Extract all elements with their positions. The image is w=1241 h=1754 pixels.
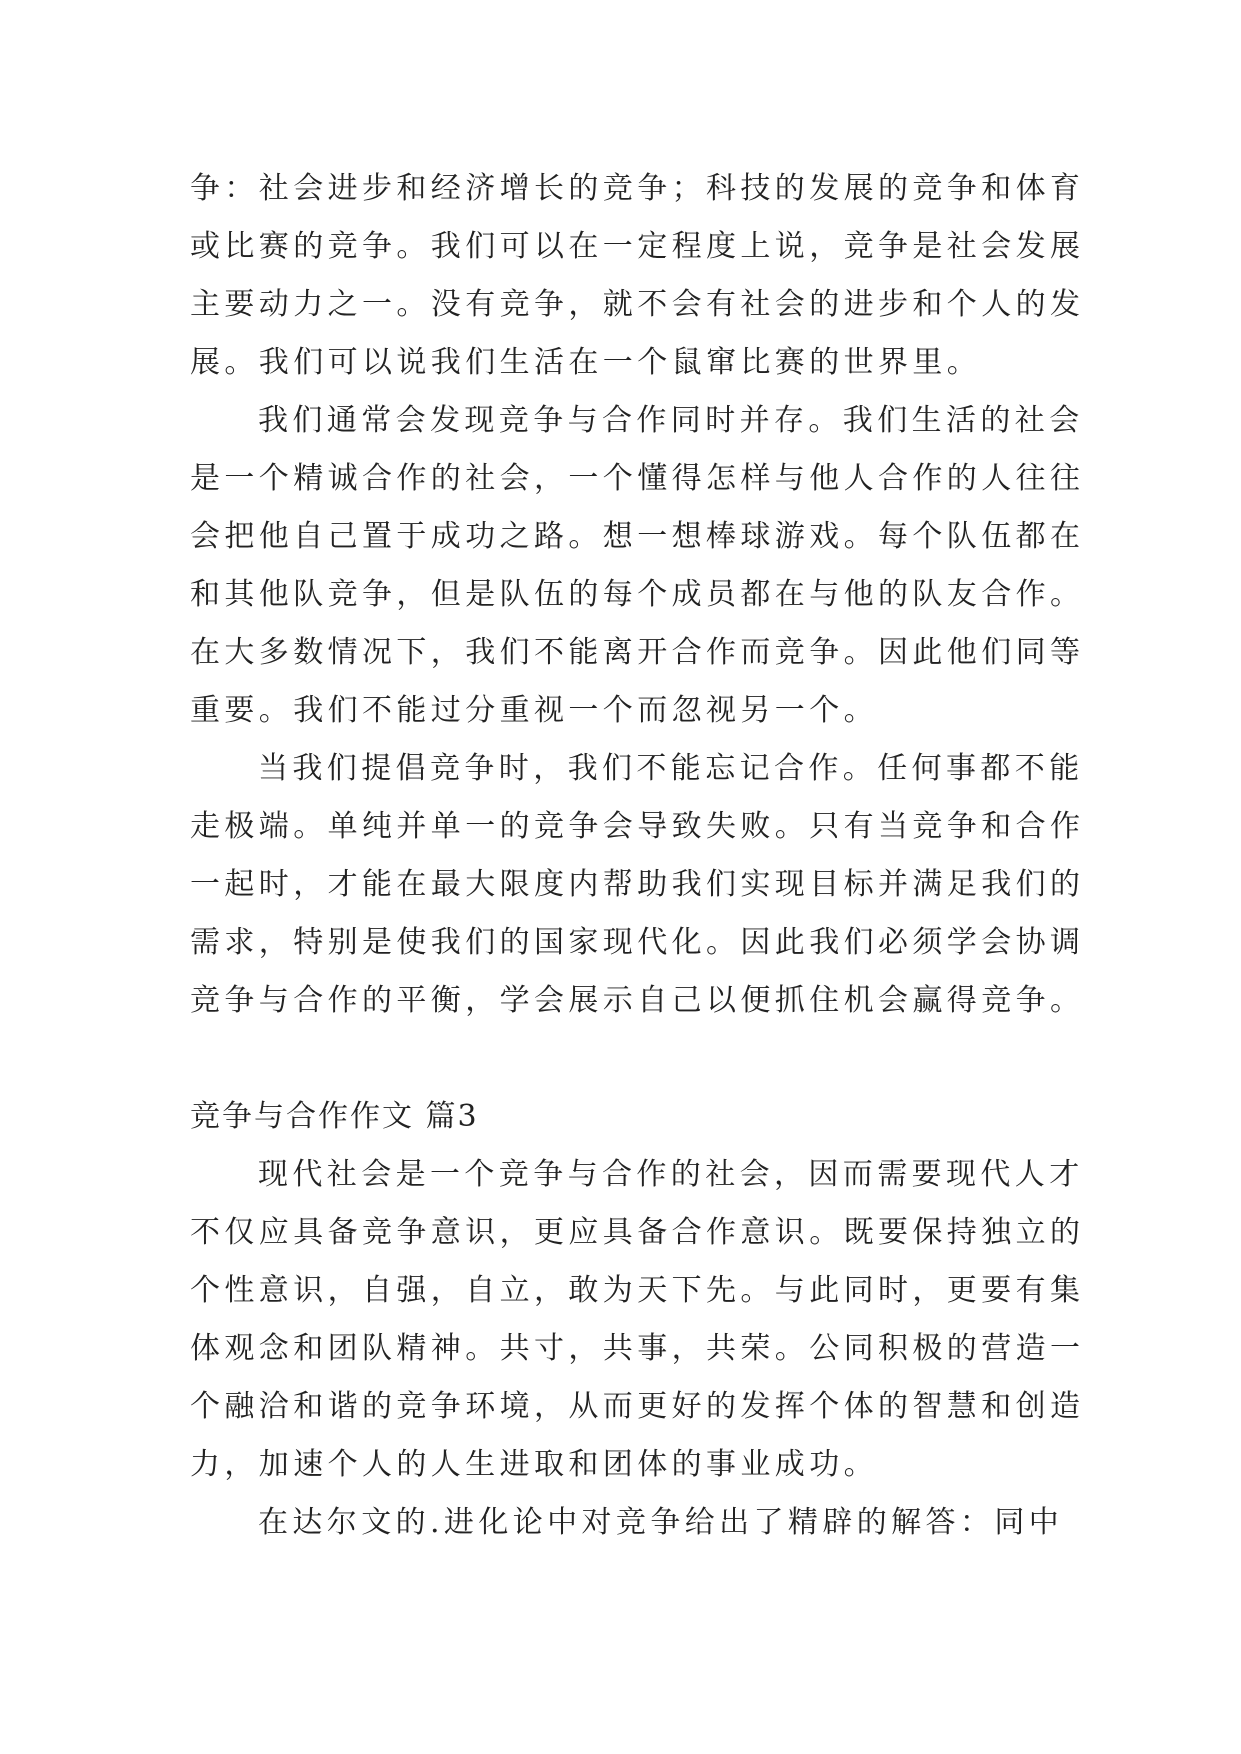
text-line: 展。我们可以说我们生活在一个鼠窜比赛的世界里。 bbox=[190, 345, 982, 380]
text-line: 和其他队竞争，但是队伍的每个成员都在与他的队友合作。 bbox=[190, 577, 1085, 612]
text-line: 在达尔文的.进化论中对竞争给出了精辟的解答：同中 bbox=[258, 1505, 1064, 1540]
text-line: 争：社会进步和经济增长的竞争；科技的发展的竞争和体育 bbox=[190, 171, 1085, 206]
text-line: 力，加速个人的人生进取和团体的事业成功。 bbox=[190, 1447, 878, 1482]
text-line: 或比赛的竞争。我们可以在一定程度上说，竞争是社会发展 bbox=[190, 229, 1085, 264]
text-line: 在大多数情况下，我们不能离开合作而竞争。因此他们同等 bbox=[190, 635, 1085, 670]
paragraph-modern-society bbox=[190, 1146, 1085, 1494]
section-heading: 竞争与合作作文 篇3 bbox=[190, 1099, 479, 1134]
text-line: 个性意识，自强，自立，敢为天下先。与此同时，更要有集 bbox=[190, 1273, 1085, 1308]
text-line: 走极端。单纯并单一的竞争会导致失败。只有当竞争和合作 bbox=[190, 809, 1085, 844]
text-line: 个融洽和谐的竞争环境，从而更好的发挥个体的智慧和创造 bbox=[190, 1389, 1085, 1424]
essay-section-3 bbox=[190, 1088, 1085, 1552]
paragraph-competition-intro bbox=[190, 160, 1085, 392]
document-page bbox=[190, 160, 1085, 1552]
paragraph-darwin bbox=[190, 1494, 1070, 1552]
text-line: 主要动力之一。没有竞争，就不会有社会的进步和个人的发 bbox=[190, 287, 1085, 322]
text-line: 需求，特别是使我们的国家现代化。因此我们必须学会协调 bbox=[190, 925, 1085, 960]
text-line: 体观念和团队精神。共寸，共事，共荣。公同积极的营造一 bbox=[190, 1331, 1085, 1366]
text-line: 我们通常会发现竞争与合作同时并存。我们生活的社会 bbox=[258, 403, 1084, 438]
paragraph-balance bbox=[190, 740, 1085, 1030]
text-line: 不仅应具备竞争意识，更应具备合作意识。既要保持独立的 bbox=[190, 1215, 1085, 1250]
text-line: 当我们提倡竞争时，我们不能忘记合作。任何事都不能 bbox=[258, 751, 1084, 786]
text-line: 现代社会是一个竞争与合作的社会，因而需要现代人才 bbox=[258, 1157, 1084, 1192]
paragraph-coexist bbox=[190, 392, 1085, 740]
essay-section-previous bbox=[190, 160, 1085, 1030]
text-line: 是一个精诚合作的社会，一个懂得怎样与他人合作的人往往 bbox=[190, 461, 1085, 496]
text-line: 会把他自己置于成功之路。想一想棒球游戏。每个队伍都在 bbox=[190, 519, 1085, 554]
text-line: 一起时，才能在最大限度内帮助我们实现目标并满足我们的 bbox=[190, 867, 1085, 902]
text-line: 竞争与合作的平衡，学会展示自己以便抓住机会赢得竞争。 bbox=[190, 983, 1085, 1018]
text-line: 重要。我们不能过分重视一个而忽视另一个。 bbox=[190, 693, 878, 728]
